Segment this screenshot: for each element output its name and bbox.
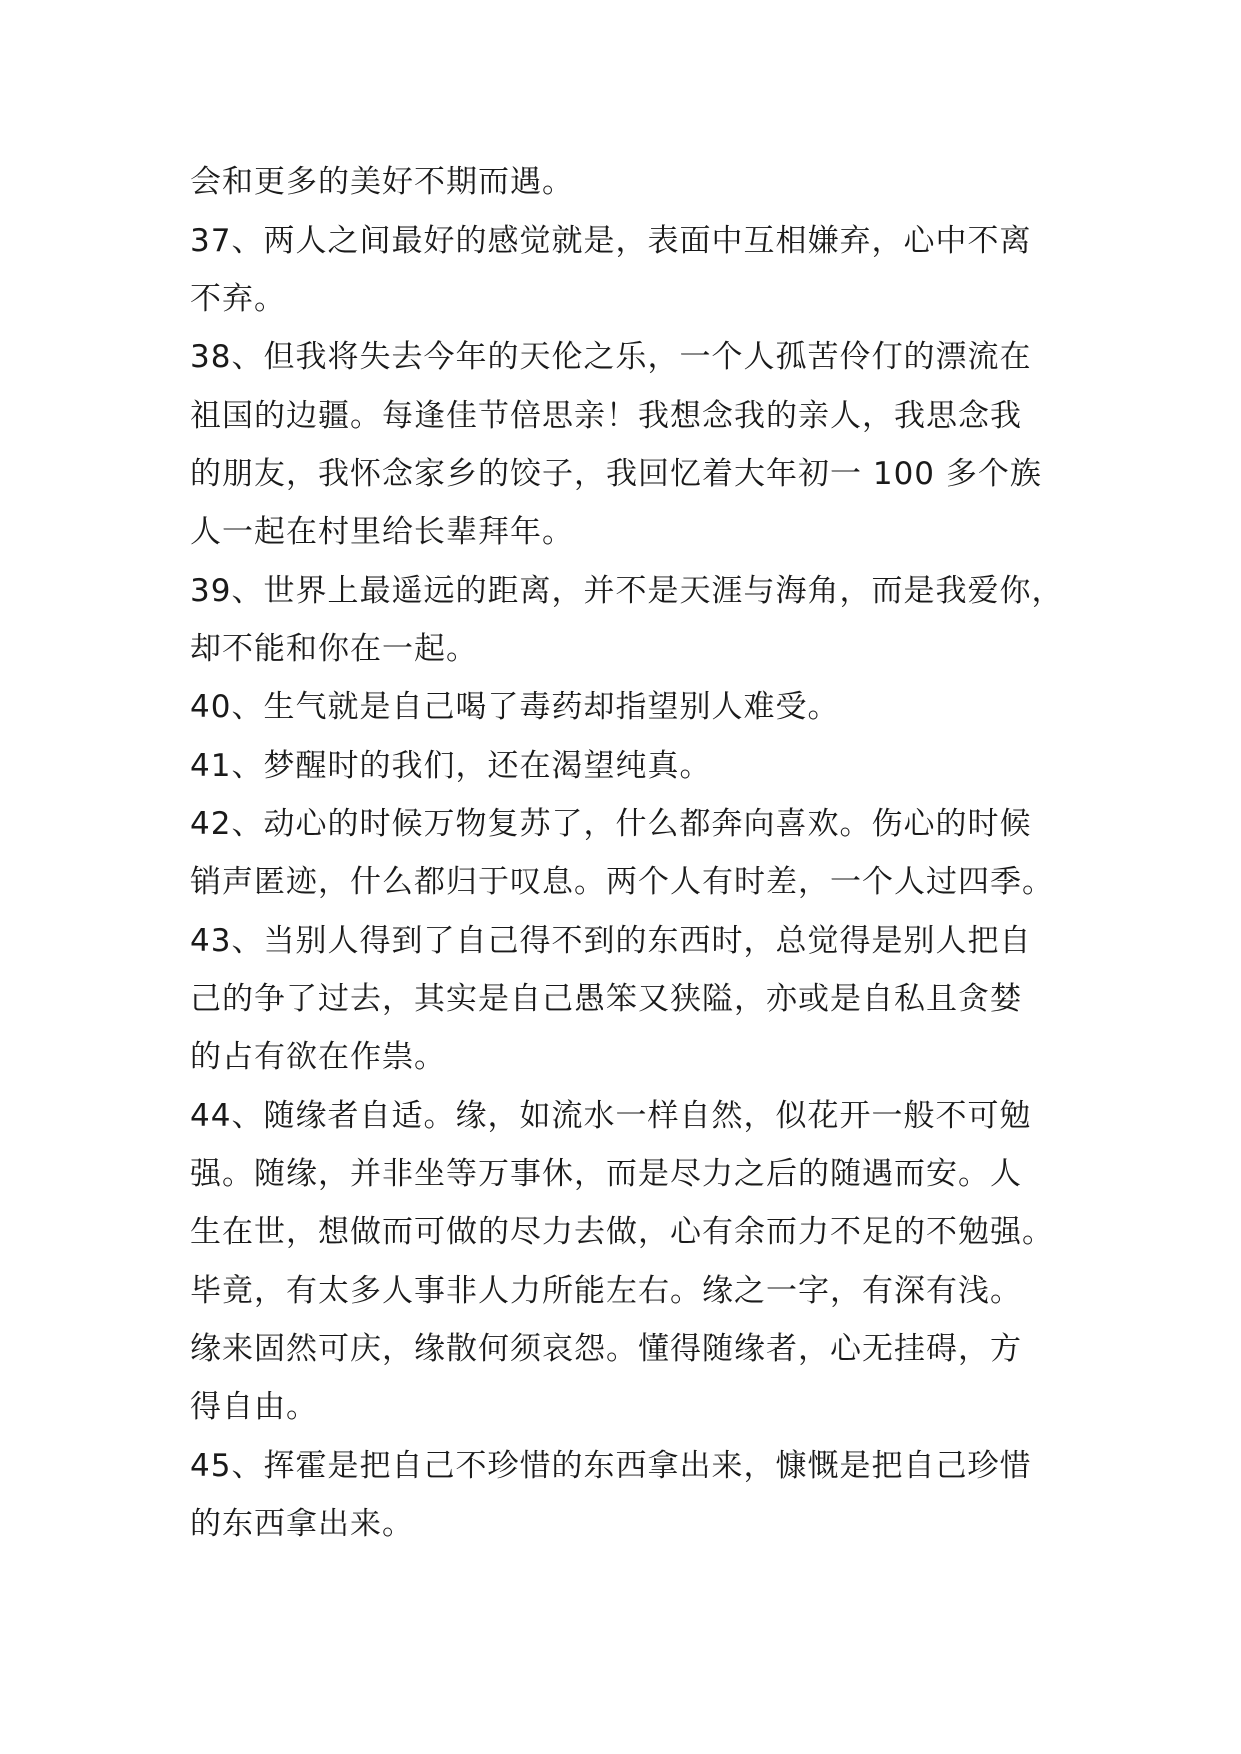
text-line: 37、两人之间最好的感觉就是，表面中互相嫌弃，心中不离 [190,223,1032,259]
text-line: 43、当别人得到了自己得不到的东西时，总觉得是别人把自 [190,923,1032,959]
text-line: 强。随缘，并非坐等万事休，而是尽力之后的随遇而安。人 [190,1156,1022,1192]
text-line: 不弃。 [190,281,286,317]
text-line: 44、随缘者自适。缘，如流水一样自然，似花开一般不可勉 [190,1098,1032,1134]
text-line: 的占有欲在作祟。 [190,1039,446,1075]
text-line: 会和更多的美好不期而遇。 [190,164,574,200]
text-line: 的朋友，我怀念家乡的饺子，我回忆着大年初一 100 多个族 [190,456,1042,492]
text-line: 得自由。 [190,1389,318,1425]
text-line: 42、动心的时候万物复苏了，什么都奔向喜欢。伤心的时候 [190,806,1032,842]
text-line: 销声匿迹，什么都归于叹息。两个人有时差，一个人过四季。 [190,864,1054,900]
text-line: 人一起在村里给长辈拜年。 [190,514,574,550]
text-line: 的东西拿出来。 [190,1506,414,1542]
text-line: 41、梦醒时的我们，还在渴望纯真。 [190,748,712,784]
text-line: 38、但我将失去今年的天伦之乐，一个人孤苦伶仃的漂流在 [190,339,1032,375]
text-line: 却不能和你在一起。 [190,631,478,667]
text-line: 己的争了过去，其实是自己愚笨又狭隘，亦或是自私且贪婪 [190,981,1022,1017]
text-line: 生在世，想做而可做的尽力去做，心有余而力不足的不勉强。 [190,1214,1054,1250]
text-line: 40、生气就是自己喝了毒药却指望别人难受。 [190,689,840,725]
text-line: 祖国的边疆。每逢佳节倍思亲！我想念我的亲人，我思念我 [190,398,1022,434]
text-line: 缘来固然可庆，缘散何须哀怨。懂得随缘者，心无挂碍，方 [190,1331,1022,1367]
text-line: 45、挥霍是把自己不珍惜的东西拿出来，慷慨是把自己珍惜 [190,1448,1032,1484]
text-line: 39、世界上最遥远的距离，并不是天涯与海角，而是我爱你， [190,573,1064,609]
text-line: 毕竟，有太多人事非人力所能左右。缘之一字，有深有浅。 [190,1273,1022,1309]
